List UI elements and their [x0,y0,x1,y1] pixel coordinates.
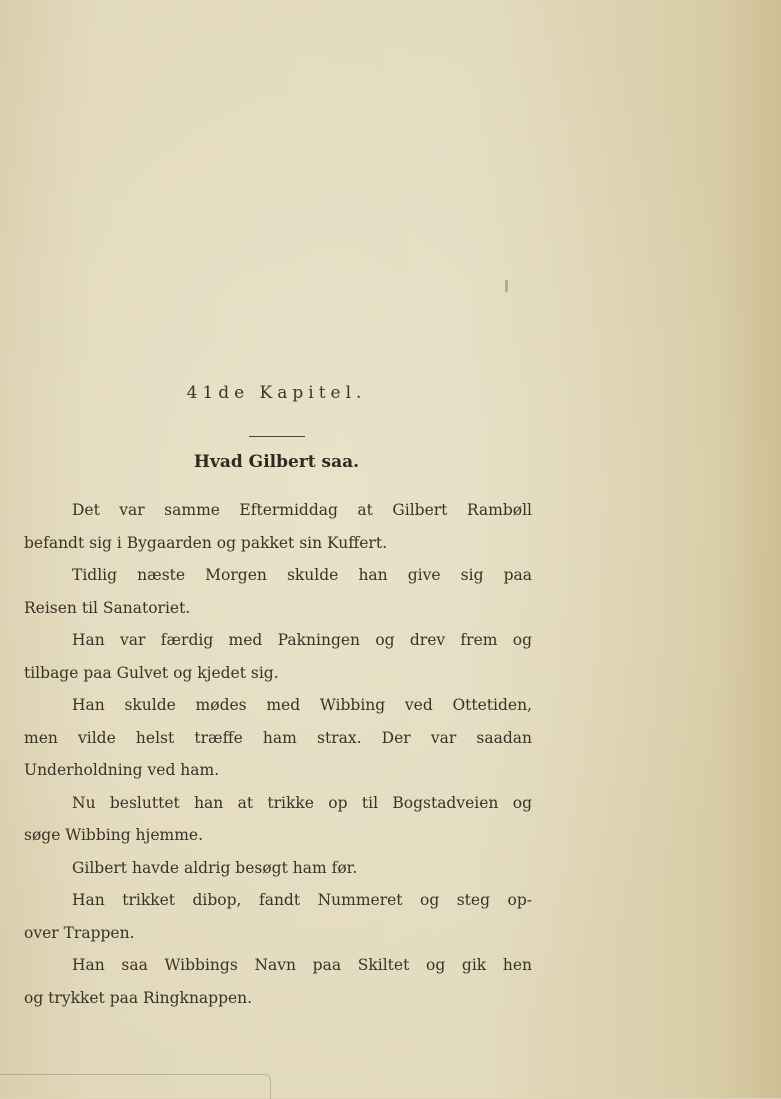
page-edge-fold [0,1074,271,1099]
chapter-heading: 41de Kapitel. [186,383,367,403]
paragraph [24,494,532,559]
paragraph [24,559,532,624]
text-line: Tidlig næste Morgen skulde han give sig paa [72,566,532,584]
text-line: Han skulde mødes med Wibbing ved Ottetiden, [72,696,532,714]
paragraph [24,787,532,852]
paragraph [24,884,532,949]
paragraph [24,852,532,885]
text-line: befandt sig i Bygaarden og pakket sin Kuffert. [24,533,387,552]
paragraph [24,949,532,1014]
text-line: tilbage paa Gulvet og kjedet sig. [24,663,279,682]
text-line: over Trappen. [24,923,135,942]
text-line: Nu besluttet han at trikke op til Bogstadveien og [72,793,532,812]
heading-rule [249,436,305,437]
text-line: Underholdning ved ham. [24,761,220,779]
text-line: Han var færdig med Pakningen og drev frem og [72,631,532,649]
paragraph [24,624,532,689]
text-line: Han saa Wibbings Navn paa Skiltet og gik hen [72,956,532,974]
text-line: Det var samme Eftermiddag at Gilbert Rambøll [72,501,532,519]
text-line: Reisen til Sanatoriet. [24,598,191,617]
text-line: søge Wibbing hjemme. [24,826,204,844]
text-line: Han trikket dibop, fandt Nummeret og steg op- [72,891,532,909]
body-text [24,494,532,1014]
text-line: men vilde helst træffe ham strax. Der var saadan [24,728,532,747]
text-line: Gilbert havde aldrig besøgt ham før. [72,858,358,877]
paragraph [24,689,532,787]
paper-speck [505,280,508,292]
section-title: Hvad Gilbert saa. [193,452,360,472]
text-line: og trykket paa Ringknappen. [24,988,253,1007]
